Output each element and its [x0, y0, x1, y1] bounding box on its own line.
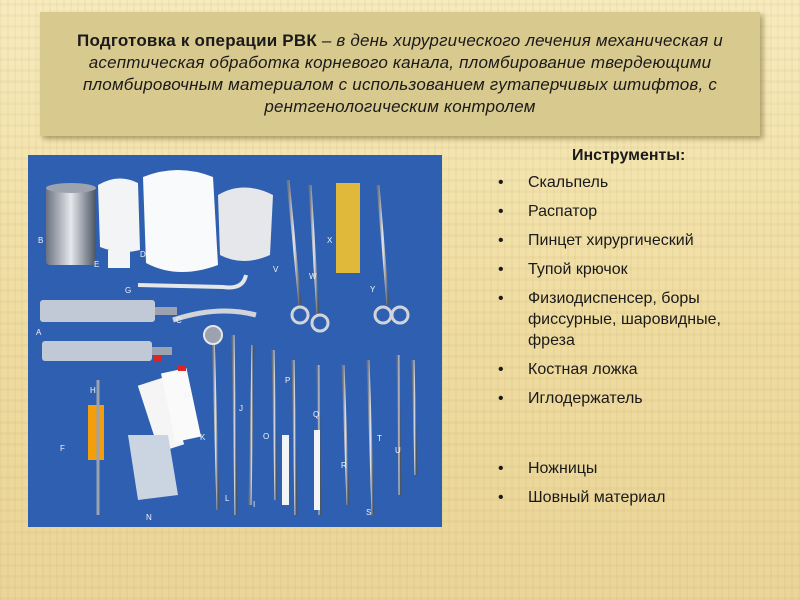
bullet: • [498, 203, 504, 220]
letter-g: G [125, 286, 132, 295]
letter-q: Q [313, 410, 320, 419]
instruments-photo [28, 155, 442, 527]
syringe-1-plunger [155, 307, 177, 315]
list-item-label: Физиодиспенсер, боры фиссурные, шаровидные, фреза [528, 290, 721, 349]
letter-l: L [225, 494, 230, 503]
list-item-label: Иглодержатель [528, 390, 643, 407]
bullet: • [498, 232, 504, 249]
list-item-label: Скальпель [528, 174, 609, 191]
bullet: • [498, 174, 504, 191]
yellow-blade-box [336, 183, 360, 273]
list-item [498, 230, 768, 251]
title-italic: в день хирургического лечения механическая и асептическая обработка корневого канала, пломбирование твердеющими пломбировочным материалом с использованием гутаперчивых штифтов, с рентгенологическим контролем [82, 31, 723, 116]
gauze-2 [143, 170, 218, 272]
letter-v: V [273, 265, 279, 274]
instruments-list [498, 172, 768, 417]
letter-m: M [184, 391, 191, 400]
syringe-1 [40, 300, 155, 322]
instruments-heading: Инструменты: [572, 147, 686, 164]
packet-label-1 [153, 355, 161, 361]
list-item [498, 388, 768, 409]
bullet: • [498, 290, 504, 307]
dental-mirror [204, 326, 222, 344]
bullet: • [498, 361, 504, 378]
letter-s: S [366, 508, 372, 517]
list-item [498, 288, 768, 351]
list-item-label: Ножницы [528, 460, 598, 477]
syringe-2-plunger [152, 347, 172, 355]
title-box [40, 12, 760, 136]
letter-b: B [38, 236, 44, 245]
letter-h: H [90, 386, 96, 395]
instruments-illustration [28, 155, 442, 527]
list-item [498, 172, 768, 193]
metal-cup [46, 187, 96, 265]
letter-c: C [176, 316, 182, 325]
letter-p: P [285, 376, 291, 385]
title-bold: Подготовка к операции РВК [77, 31, 317, 50]
bullet: • [498, 261, 504, 278]
letter-u: U [395, 446, 401, 455]
letter-r: R [341, 461, 347, 470]
bullet: • [498, 460, 504, 477]
letter-y: Y [370, 285, 376, 294]
bullet: • [498, 390, 504, 407]
list-item [498, 458, 768, 479]
gauze-3 [218, 188, 273, 262]
letter-f: F [60, 444, 65, 453]
letter-a: A [36, 328, 42, 337]
slide-title [40, 30, 760, 118]
title-dash: – [316, 31, 337, 50]
letter-x: X [327, 236, 333, 245]
letter-d: D [140, 250, 146, 259]
letter-i: I [253, 500, 256, 509]
list-item-label: Шовный материал [528, 489, 666, 506]
syringe-2 [42, 341, 152, 361]
list-item [498, 259, 768, 280]
list-item [498, 201, 768, 222]
handle-2 [314, 430, 320, 510]
letter-j: J [239, 404, 243, 413]
carpule [88, 405, 104, 460]
instruments-list-2 [498, 458, 768, 516]
letter-o: O [263, 432, 270, 441]
list-item [498, 487, 768, 508]
bullet: • [498, 489, 504, 506]
letter-e: E [94, 260, 100, 269]
letter-w: W [309, 272, 317, 281]
cup-rim [46, 183, 96, 193]
gauze-1 [98, 178, 140, 251]
list-item-label: Тупой крючок [528, 261, 628, 278]
cotton-roll [108, 250, 130, 268]
handle-1 [282, 435, 289, 505]
letter-k: K [200, 433, 206, 442]
list-item [498, 359, 768, 380]
list-item-label: Пинцет хирургический [528, 232, 694, 249]
letter-t: T [377, 434, 382, 443]
list-item-label: Костная ложка [528, 361, 638, 378]
packet-label-2 [178, 365, 186, 371]
list-item-label: Распатор [528, 203, 598, 220]
letter-n: N [146, 513, 152, 522]
